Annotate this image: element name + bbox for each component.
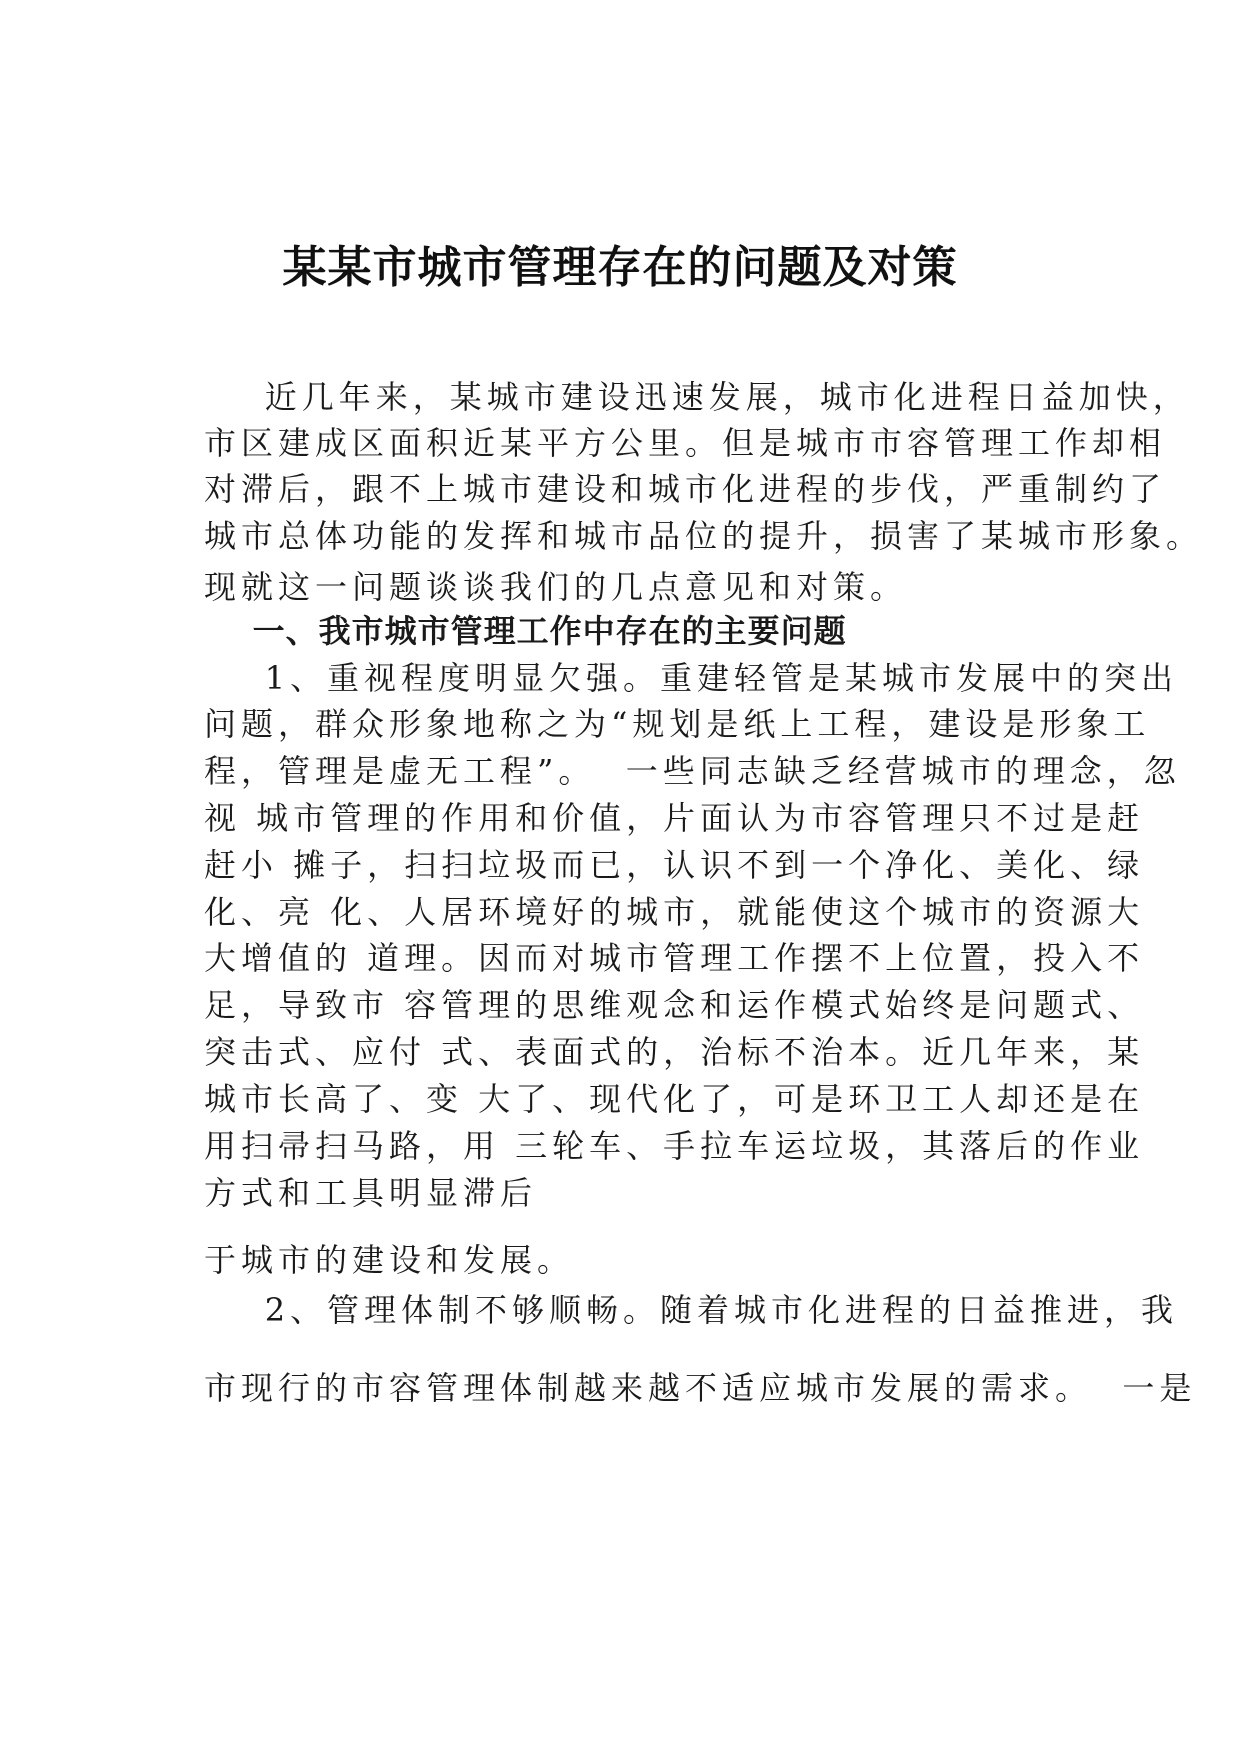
paragraph-line: 市现行的市容管理体制越来越不适应城市发展的需求。 一是 [204, 1369, 1197, 1407]
paragraph-line: 赶小 摊子，扫扫垃圾而已，认识不到一个净化、美化、绿 [204, 846, 1145, 884]
document-title: 某某市城市管理存在的问题及对策 [282, 242, 958, 293]
paragraph-line: 足，导致市 容管理的思维观念和运作模式始终是问题式、 [204, 986, 1145, 1024]
paragraph-line: 城市总体功能的发挥和城市品位的提升，损害了某城市形象。 [204, 517, 1204, 555]
section-heading: 一、我市城市管理工作中存在的主要问题 [204, 612, 847, 650]
paragraph-line: 方式和工具明显滞后 [204, 1174, 538, 1212]
paragraph-line: 近几年来，某城市建设迅速发展，城市化进程日益加快， [204, 378, 1190, 416]
paragraph-line: 视 城市管理的作用和价值，片面认为市容管理只不过是赶 [204, 799, 1145, 837]
paragraph-line: 市区建成区面积近某平方公里。但是城市市容管理工作却相 [204, 424, 1167, 462]
paragraph-line: 用扫帚扫马路，用 三轮车、手拉车运垃圾，其落后的作业 [204, 1127, 1145, 1165]
paragraph-line: 问题，群众形象地称之为“规划是纸上工程，建设是形象工 [204, 705, 1151, 743]
paragraph-line: 大增值的 道理。因而对城市管理工作摆不上位置，投入不 [204, 939, 1145, 977]
paragraph-line: 程，管理是虚无工程”。 一些同志缺乏经营城市的理念，忽 [204, 752, 1181, 790]
paragraph-line: 城市长高了、变 大了、现代化了，可是环卫工人却还是在 [204, 1080, 1145, 1118]
paragraph-line: 化、亮 化、人居环境好的城市，就能使这个城市的资源大 [204, 893, 1145, 931]
paragraph-line: 突击式、应付 式、表面式的，治标不治本。近几年来，某 [204, 1033, 1145, 1071]
paragraph-line: 现就这一问题谈谈我们的几点意见和对策。 [204, 568, 908, 606]
paragraph-line: 1、重视程度明显欠强。重建轻管是某城市发展中的突出 [204, 659, 1179, 697]
paragraph-line: 对滞后，跟不上城市建设和城市化进程的步伐，严重制约了 [204, 470, 1167, 508]
paragraph-line: 2、管理体制不够顺畅。随着城市化进程的日益推进，我 [204, 1291, 1179, 1329]
paragraph-line: 于城市的建设和发展。 [204, 1241, 575, 1279]
